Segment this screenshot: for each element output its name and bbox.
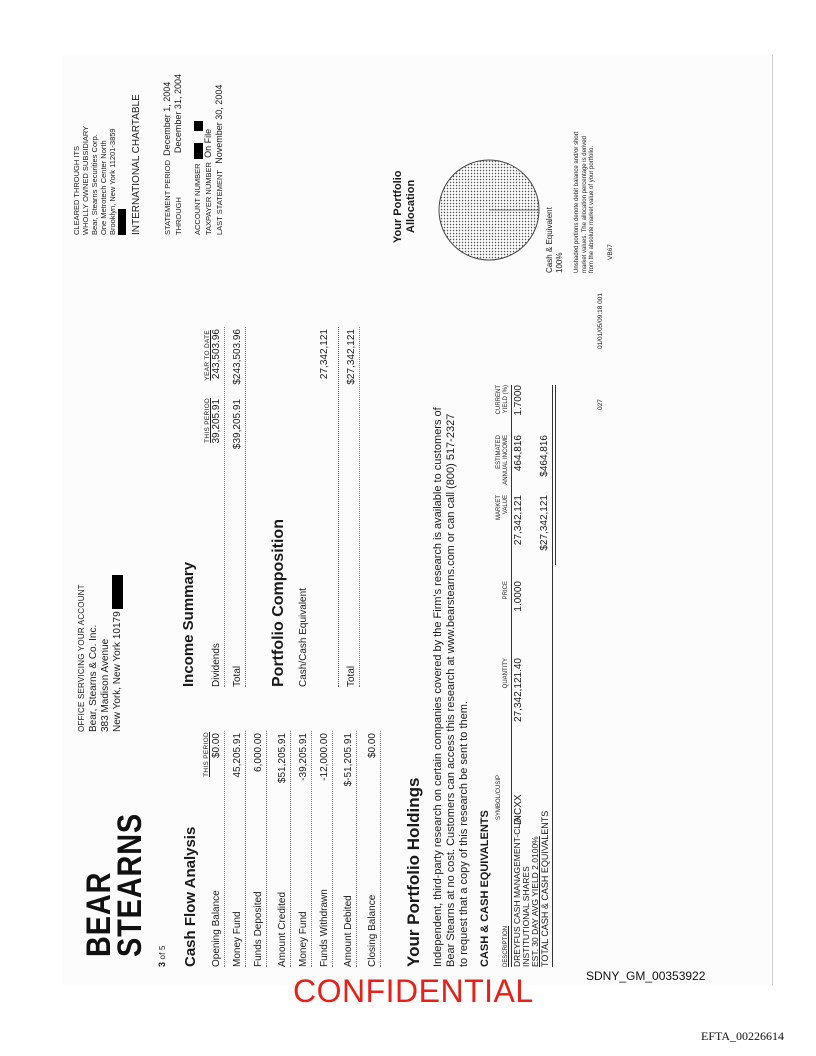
efta-number: EFTA_00226614: [701, 1029, 785, 1043]
holding-desc-line: INSTITUTIONAL SHARES: [521, 866, 531, 967]
col-market-value-line1: MARKET: [496, 495, 502, 521]
cash-flow-col-header: THIS PERIOD: [203, 732, 210, 777]
cash-flow-title: Cash Flow Analysis: [182, 826, 199, 967]
clearing-line: Bear, Stearns Securities Corp.: [90, 134, 99, 235]
composition-label: Cash/Cash Equivalent: [298, 588, 309, 687]
col-market-value: [496, 495, 510, 555]
cash-flow-value: $0.00: [367, 733, 378, 759]
allocation-title: [392, 170, 418, 243]
account-type: INTERNATIONAL CHARTABLE: [131, 94, 143, 235]
col-quantity: QUANTITY: [503, 658, 509, 689]
holding-desc-line: EST. 30 DAY AVG YIELD 2.0100%: [530, 836, 540, 967]
statement-page: [62, 55, 773, 985]
clearing-line: WHOLLY OWNED SUBSIDIARY: [81, 125, 90, 235]
cash-flow-value: $0.00: [211, 733, 222, 759]
allocation-legend: [545, 207, 565, 273]
cash-flow-value: $-51,205.91: [343, 733, 354, 787]
holding-quantity: 27,342,121.40: [513, 658, 524, 722]
cash-flow-label: Money Fund: [298, 911, 309, 967]
composition-label: Total: [346, 665, 357, 687]
allocation-code: VB67: [607, 244, 614, 260]
holding-desc-line: DREYFUS CASH MANAGEMENT-CL A: [512, 816, 522, 967]
income-ytd: $243,503.96: [232, 329, 243, 385]
cash-flow-row: [339, 731, 357, 967]
allocation-title-line2: Allocation: [405, 179, 417, 233]
cash-flow-label: Amount Credited: [277, 891, 288, 967]
composition-value: 27,342,121: [319, 329, 330, 380]
income-col-ytd: YEAR TO DATE: [204, 330, 211, 381]
last-statement-label: LAST STATEMENT: [215, 169, 224, 235]
redaction-bar: [112, 575, 123, 609]
statement-period-value: December 1, 2004: [162, 81, 172, 156]
research-disclaimer: Independent, third-party research on certain companies covered by the Firm's research is available to customers of Bear Stearns at no cost. Customers can access this research at www.bearstearns.com or can call (800) 517-2327 to request that a copy of this research be sent to them.: [432, 407, 470, 967]
income-this-period: $39,205.91: [232, 399, 243, 450]
statement-period-label: STATEMENT PERIOD: [163, 159, 172, 235]
divider: [338, 327, 339, 687]
col-yield: [496, 385, 510, 427]
rotated-statement-content: [62, 55, 772, 985]
holding-description: [513, 817, 540, 967]
cash-flow-row: [273, 731, 291, 967]
col-yield-line2: YIELD (%): [503, 385, 509, 414]
redaction-bar: [118, 209, 126, 235]
office-line: Bear, Stearns & Co. Inc.: [88, 624, 99, 732]
redaction-bar: [194, 143, 203, 159]
cash-equivalents-heading: CASH & CASH EQUIVALENTS: [479, 810, 491, 967]
cash-flow-row: [249, 731, 267, 967]
taxpayer-label: TAXPAYER NUMBER: [204, 162, 213, 235]
composition-value-row: [315, 327, 332, 687]
logo-line2: STEARNS: [111, 812, 149, 957]
holding-yield: 1.7000: [513, 385, 524, 416]
col-description: DESCRIPTION: [503, 925, 509, 967]
cash-flow-value: 45,205.91: [232, 733, 243, 778]
col-symbol: SYMBOL/CUSIP: [496, 775, 502, 821]
office-block: [76, 575, 124, 732]
logo-line1: BEAR: [80, 871, 118, 957]
cash-flow-value: -39,205.91: [298, 733, 309, 781]
last-statement-value: November 30, 2004: [214, 84, 224, 164]
page-of: of 5: [158, 945, 167, 960]
income-summary-title: Income Summary: [180, 561, 197, 687]
col-est-income: [496, 435, 510, 495]
footer-batch: 01/01/05/09:18 001: [597, 292, 604, 349]
holding-symbol: DICXX: [513, 794, 524, 825]
account-number-label: ACCOUNT NUMBER: [193, 163, 202, 235]
income-label: Dividends: [211, 643, 222, 687]
clearing-block: [72, 55, 141, 235]
page-number: 3: [157, 961, 167, 967]
composition-row: [294, 327, 311, 687]
portfolio-composition-title: Portfolio Composition: [270, 519, 287, 687]
cash-flow-row: [294, 731, 312, 967]
bear-stearns-logo: [80, 812, 149, 957]
cash-flow-label: Closing Balance: [367, 894, 378, 967]
col-yield-line1: CURRENT: [496, 385, 502, 415]
col-est-income-line2: ANNUAL INCOME: [503, 435, 509, 485]
holdings-total-market-value: $27,342,121: [539, 495, 550, 551]
cash-flow-value: $51,205.91: [277, 733, 288, 784]
cash-flow-row: [363, 731, 381, 967]
cash-flow-value: -12,000.00: [319, 733, 330, 781]
total-rule: [552, 385, 553, 967]
allocation-note: [574, 63, 597, 273]
cash-flow-value: 6,000.00: [253, 733, 264, 772]
income-row: [207, 327, 225, 687]
redaction-bar: [194, 121, 203, 131]
allocation-pie-chart: [434, 145, 554, 265]
total-rule-double: [555, 385, 556, 565]
taxpayer-value: On File: [203, 128, 213, 158]
through-value: December 31, 2004: [173, 74, 183, 154]
col-price: PRICE: [503, 581, 509, 600]
allocation-note-line: Unshaded portions denote debit balance and/or short: [574, 131, 580, 273]
allocation-slice-label: Cash & Equivalent: [545, 207, 554, 273]
page-indicator: [157, 945, 167, 967]
composition-value: $27,342,121: [346, 329, 357, 385]
clearing-line: CLEARED THROUGH ITS: [72, 145, 81, 235]
income-ytd: 243,503.96: [211, 329, 222, 380]
clearing-line: One Metrotech Center North: [99, 140, 108, 235]
income-total-row: [228, 327, 246, 687]
cash-flow-row: [207, 731, 225, 967]
col-market-value-line2: VALUE: [503, 495, 509, 515]
cash-flow-label: Money Fund: [232, 911, 243, 967]
income-this-period: 39,205.91: [211, 399, 222, 444]
footer-code: 027: [597, 399, 604, 410]
through-label: THROUGH: [174, 197, 183, 235]
allocation-title-line1: Your Portfolio: [392, 170, 404, 243]
holdings-total-est-income: $464,816: [539, 435, 550, 477]
statement-info: [162, 55, 225, 235]
holding-market-value: 27,342,121: [513, 495, 524, 546]
composition-total-row: [342, 327, 360, 687]
cash-flow-row: [228, 731, 246, 967]
office-label: OFFICE SERVICING YOUR ACCOUNT: [77, 584, 86, 732]
holdings-title: Your Portfolio Holdings: [404, 777, 423, 967]
col-est-income-line1: ESTIMATED: [496, 435, 502, 469]
office-line: New York, New York 10179: [112, 611, 124, 732]
cash-flow-label: Amount Debited: [343, 895, 354, 967]
holdings-total-label: TOTAL CASH & CASH EQUIVALENTS: [540, 810, 550, 967]
holding-price: 1.0000: [513, 581, 524, 612]
cash-flow-label: Opening Balance: [211, 890, 222, 967]
clearing-line: Brooklyn, New York 11201-3859: [108, 128, 117, 235]
income-col-this-period: THIS PERIOD: [204, 398, 211, 443]
bates-number: SDNY_GM_00353922: [586, 969, 706, 983]
income-label: Total: [232, 665, 243, 687]
cash-flow-label: Funds Withdrawn: [319, 889, 330, 967]
allocation-slice-pct: 100%: [555, 252, 564, 273]
cash-flow-row: [315, 731, 333, 967]
allocation-note-line: from the absolute market value of your portfolio.: [589, 145, 595, 273]
allocation-note-line: market values. The allocation percentage is derived: [581, 136, 588, 273]
cash-flow-label: Funds Deposited: [253, 891, 264, 967]
holding-est-income: 464,816: [513, 435, 524, 472]
confidential-stamp: CONFIDENTIAL: [293, 973, 534, 1009]
office-line: 383 Madison Avenue: [100, 638, 111, 732]
